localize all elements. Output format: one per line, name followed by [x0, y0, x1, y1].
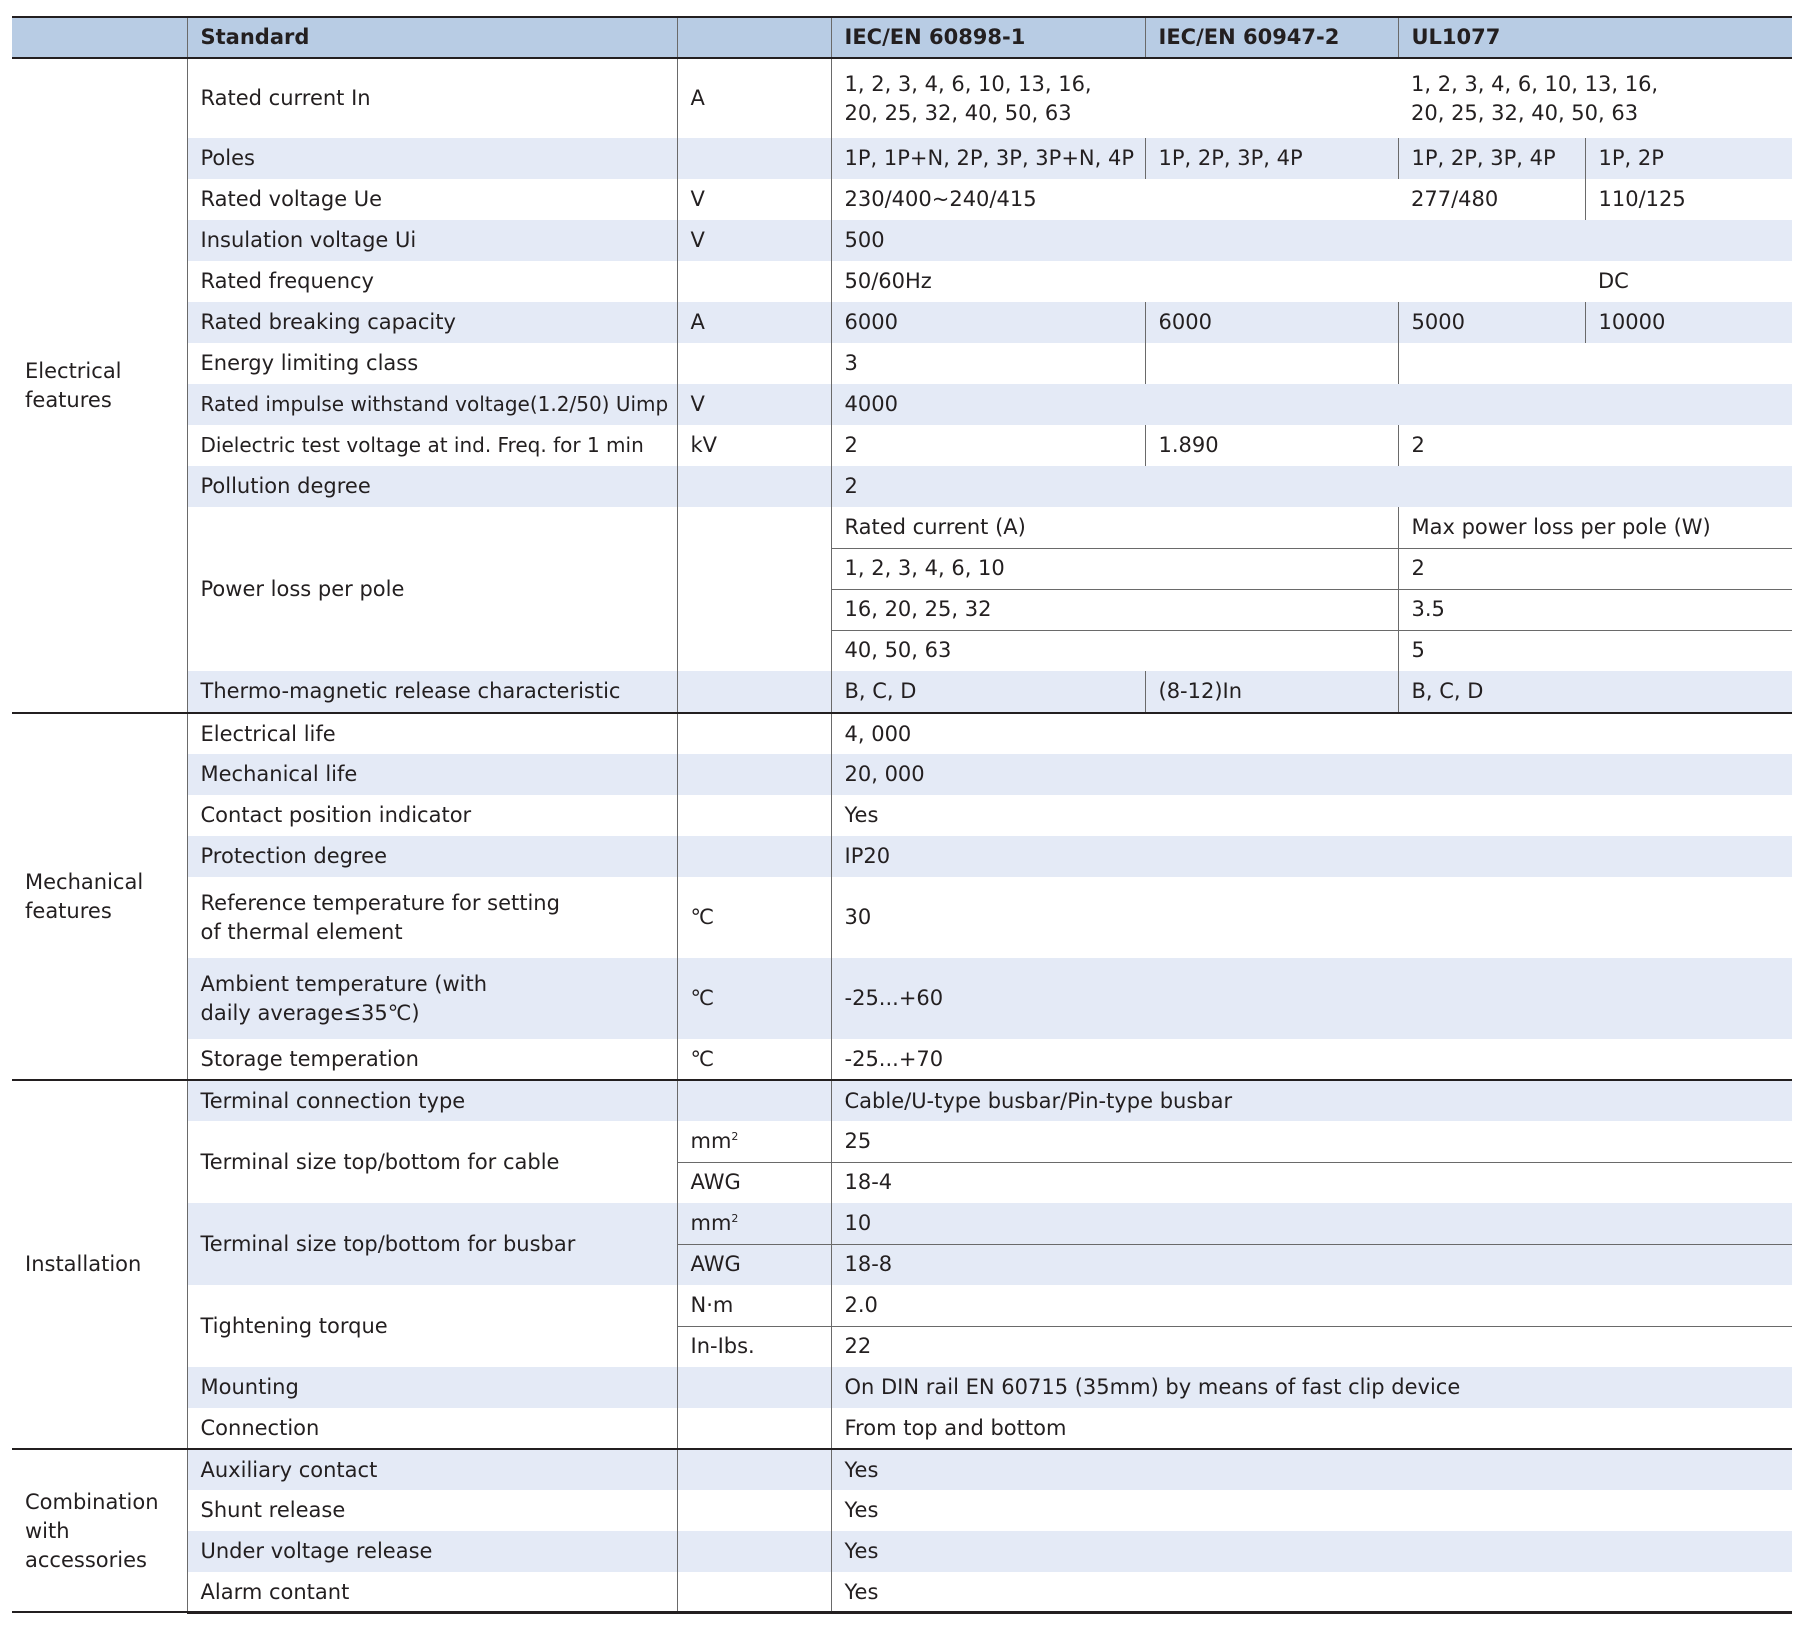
table-row [12, 1408, 1792, 1449]
section-electrical: Electrical features [12, 58, 187, 713]
value-cell: 5000 [1398, 302, 1585, 343]
value-cell: 18-4 [831, 1162, 1792, 1203]
unit-cell [677, 671, 831, 712]
value-cell: 2.0 [831, 1285, 1792, 1326]
rated-current-iec: 1, 2, 3, 4, 6, 10, 13, 16, 20, 25, 32, 40, 50, 63 [844, 71, 1092, 125]
unit-cell [677, 1080, 831, 1121]
unit-cell [677, 1203, 831, 1244]
param-label: Rated voltage Ue [187, 179, 677, 220]
param-label: Mechanical life [187, 754, 677, 795]
value-cell: 110/125 [1585, 179, 1792, 220]
param-label: Rated current In [187, 58, 677, 138]
value-cell: 10000 [1585, 302, 1792, 343]
power-loss-loss-header: Max power loss per pole (W) [1398, 507, 1792, 548]
header-iec-60898: IEC/EN 60898-1 [831, 17, 1145, 58]
unit-cell [677, 713, 831, 754]
unit-cell: V [677, 384, 831, 425]
unit-cell [677, 1408, 831, 1449]
param-label: Mounting [187, 1367, 677, 1408]
power-loss-current: 1, 2, 3, 4, 6, 10 [831, 548, 1398, 589]
value-cell: Yes [831, 1490, 1792, 1531]
table-row [12, 466, 1792, 507]
unit-cell: In-Ibs. [677, 1326, 831, 1367]
unit-cell: A [677, 302, 831, 343]
table-row [12, 343, 1792, 384]
value-cell: Yes [831, 1449, 1792, 1490]
unit-cell [677, 1449, 831, 1490]
table-row [12, 1039, 1792, 1080]
table-row [12, 836, 1792, 877]
param-label [187, 877, 677, 958]
value-cell: 230/400~240/415 [831, 179, 1398, 220]
table-row [12, 1531, 1792, 1572]
unit-cell [677, 754, 831, 795]
value-cell: 10 [831, 1203, 1792, 1244]
value-cell: 2 [1398, 425, 1792, 466]
unit-superscript: 2 [731, 1211, 739, 1225]
value-cell: 25 [831, 1121, 1792, 1162]
param-label: Dielectric test voltage at ind. Freq. for 1 min [187, 425, 677, 466]
param-label: Under voltage release [187, 1531, 677, 1572]
unit-cell [677, 138, 831, 179]
param-label: Storage temperation [187, 1039, 677, 1080]
value-cell: DC [1598, 269, 1629, 293]
unit-cell [677, 343, 831, 384]
param-label: Pollution degree [187, 466, 677, 507]
value-cell: 20, 000 [831, 754, 1792, 795]
param-label: Tightening torque [187, 1285, 677, 1367]
value-cell: 50/60Hz [831, 261, 1585, 302]
table-row [12, 179, 1792, 220]
section-combination [12, 1449, 187, 1613]
unit-cell [677, 1367, 831, 1408]
value-cell: (8-12)In [1145, 671, 1398, 712]
table-row [12, 877, 1792, 958]
unit-cell [677, 261, 831, 302]
param-label: Poles [187, 138, 677, 179]
ambient-temp-label: Ambient temperature (with daily average≤35℃) [200, 971, 488, 1025]
value-cell: B, C, D [831, 671, 1145, 712]
table-row [12, 220, 1792, 261]
param-label: Power loss per pole [187, 507, 677, 671]
unit-cell: AWG [677, 1162, 831, 1203]
table-row [12, 302, 1792, 343]
unit-cell: ℃ [677, 1039, 831, 1080]
param-label: Contact position indicator [187, 795, 677, 836]
bottom-rule [12, 1611, 1792, 1613]
power-loss-current: 16, 20, 25, 32 [831, 589, 1398, 630]
table-row [12, 1121, 1792, 1162]
unit-cell [677, 1572, 831, 1613]
unit-cell: V [677, 179, 831, 220]
unit-text: mm [690, 1210, 732, 1235]
value-cell: 4, 000 [831, 713, 1792, 754]
value-cell: 3 [831, 343, 1145, 384]
value-cell [831, 58, 1398, 138]
value-cell: 1P, 2P, 3P, 4P [1145, 138, 1398, 179]
reference-temp-label: Reference temperature for setting of thermal element [200, 890, 560, 944]
table-row [12, 1449, 1792, 1490]
param-label: Connection [187, 1408, 677, 1449]
value-cell: 2 [831, 425, 1145, 466]
unit-cell: ℃ [677, 877, 831, 958]
section-mechanical: Mechanical features [12, 713, 187, 1080]
unit-cell: A [677, 58, 831, 138]
table-row [12, 261, 1792, 302]
header-ul1077: UL1077 [1398, 17, 1792, 58]
table-row [12, 425, 1792, 466]
param-label: Rated breaking capacity [187, 302, 677, 343]
value-cell: 6000 [1145, 302, 1398, 343]
table-row [12, 138, 1792, 179]
spec-table [12, 16, 1792, 1614]
header-iec-60947: IEC/EN 60947-2 [1145, 17, 1398, 58]
section-installation: Installation [12, 1080, 187, 1449]
value-cell: 6000 [831, 302, 1145, 343]
param-label: Rated impulse withstand voltage(1.2/50) Uimp [187, 384, 677, 425]
param-label: Terminal size top/bottom for busbar [187, 1203, 677, 1285]
header-standard: Standard [187, 17, 677, 58]
value-cell: -25...+70 [831, 1039, 1792, 1080]
section-combination-label: Combination with accessories [25, 1490, 159, 1572]
table-row [12, 795, 1792, 836]
unit-cell: N·m [677, 1285, 831, 1326]
unit-cell: V [677, 220, 831, 261]
param-label: Auxiliary contact [187, 1449, 677, 1490]
unit-superscript: 2 [731, 1129, 739, 1143]
value-cell [1398, 58, 1792, 138]
value-cell: Yes [831, 795, 1792, 836]
unit-cell [677, 1531, 831, 1572]
table-row [12, 713, 1792, 754]
rated-current-ul: 1, 2, 3, 4, 6, 10, 13, 16, 20, 25, 32, 40, 50, 63 [1411, 71, 1659, 125]
param-label: Protection degree [187, 836, 677, 877]
table-row [12, 671, 1792, 712]
header-row [12, 17, 1792, 58]
value-cell: 277/480 [1411, 187, 1499, 211]
table-row [12, 58, 1792, 138]
param-label: Electrical life [187, 713, 677, 754]
table-row [12, 1490, 1792, 1531]
table-row [12, 1203, 1792, 1244]
table-row [12, 958, 1792, 1039]
value-cell: B, C, D [1398, 671, 1792, 712]
table-row [12, 507, 1792, 548]
unit-cell [677, 836, 831, 877]
value-cell: -25...+60 [831, 958, 1792, 1039]
value-cell: 1P, 1P+N, 2P, 3P, 3P+N, 4P [831, 138, 1145, 179]
param-label: Terminal size top/bottom for cable [187, 1121, 677, 1203]
param-label [187, 958, 677, 1039]
value-cell: Cable/U-type busbar/Pin-type busbar [831, 1080, 1792, 1121]
power-loss-current-header: Rated current (A) [831, 507, 1398, 548]
value-cell: 22 [831, 1326, 1792, 1367]
param-label: Shunt release [187, 1490, 677, 1531]
param-label: Thermo-magnetic release characteristic [187, 671, 677, 712]
power-loss-current: 40, 50, 63 [831, 630, 1398, 671]
value-cell: On DIN rail EN 60715 (35mm) by means of fast clip device [831, 1367, 1792, 1408]
table-row [12, 754, 1792, 795]
value-cell [1145, 343, 1398, 384]
value-cell: 1P, 2P, 3P, 4P [1398, 138, 1585, 179]
table-row [12, 384, 1792, 425]
header-group-cell [12, 17, 187, 58]
header-unit [677, 17, 831, 58]
value-cell: 4000 [831, 384, 1792, 425]
table-row [12, 1367, 1792, 1408]
unit-cell [677, 795, 831, 836]
unit-cell [677, 466, 831, 507]
table-row [12, 1572, 1792, 1613]
value-cell: Yes [831, 1572, 1792, 1613]
value-cell: From top and bottom [831, 1408, 1792, 1449]
unit-cell [677, 507, 831, 671]
value-cell: Yes [831, 1531, 1792, 1572]
param-label: Rated frequency [187, 261, 677, 302]
param-label: Energy limiting class [187, 343, 677, 384]
value-cell: 1.890 [1145, 425, 1398, 466]
value-cell: 18-8 [831, 1244, 1792, 1285]
value-cell: IP20 [831, 836, 1792, 877]
power-loss-value: 5 [1398, 630, 1792, 671]
unit-text: mm [690, 1128, 732, 1153]
table-row [12, 1080, 1792, 1121]
param-label: Terminal connection type [187, 1080, 677, 1121]
value-cell: 30 [831, 877, 1792, 958]
param-label: Alarm contant [187, 1572, 677, 1613]
unit-cell: AWG [677, 1244, 831, 1285]
unit-cell: kV [677, 425, 831, 466]
power-loss-value: 3.5 [1398, 589, 1792, 630]
value-cell: 1P, 2P [1585, 138, 1792, 179]
unit-cell [677, 1121, 831, 1162]
table-row [12, 1285, 1792, 1326]
value-cell: 500 [831, 220, 1792, 261]
value-cell: 2 [831, 466, 1792, 507]
value-cell [1398, 343, 1792, 384]
param-label: Insulation voltage Ui [187, 220, 677, 261]
unit-cell [677, 1490, 831, 1531]
unit-cell: ℃ [677, 958, 831, 1039]
power-loss-value: 2 [1398, 548, 1792, 589]
